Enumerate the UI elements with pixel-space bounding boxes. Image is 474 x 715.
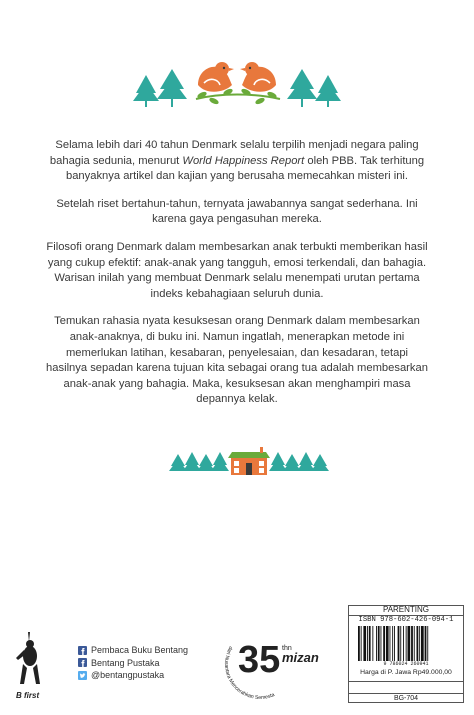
top-ornament <box>0 55 474 115</box>
house-ornament <box>0 440 474 480</box>
social-twitter[interactable] <box>78 669 188 682</box>
tree-icon <box>133 75 159 107</box>
facebook-icon <box>78 646 87 655</box>
report-title: World Happiness Report <box>182 154 305 167</box>
barcode-divider <box>348 681 464 682</box>
mizan-thn: thn <box>282 645 292 652</box>
bfirst-logo <box>14 628 46 698</box>
twitter-icon <box>78 671 87 680</box>
mizan-logo <box>216 620 342 700</box>
price-label: Harga di P. Jawa Rp49.000,00 <box>360 669 452 676</box>
social-facebook-pembaca[interactable] <box>78 644 188 657</box>
tree-icon <box>297 452 315 471</box>
product-code: BG-704 <box>348 693 464 704</box>
tree-icon <box>197 454 215 471</box>
tree-icon <box>283 454 301 471</box>
blurb-paragraph-2: Setelah riset bertahun-tahun, ternyata jawabannya sangat sederhana. Ini karena gaya pengasuhan mereka. <box>56 197 418 226</box>
blurb-text <box>46 138 428 420</box>
blurb-paragraph-4: Temukan rahasia nyata kesuksesan orang Denmark dalam membesarkan anak-anaknya, di buku ini. Namun ingatlah, menerapkan metode ini memerlukan latihan, kesabaran, penyelesaian, dan kesadaran, tetapi hasilnya sepadan karena tujuan kita sebagai orang tua adalah membesarkan anak-anak yang bahagia. Maka, kesuksesan akan menghampiri masa depannya kelak. <box>46 315 428 406</box>
isbn-number: ISBN 978-602-426-094-1 <box>348 615 464 626</box>
barcode-digits: 9 786024 260941 <box>383 661 429 667</box>
blurb-paragraph-3: Filosofi orang Denmark dalam membesarkan anak terbukti memberikan hasil yang cukup efektif: anak-anak yang tangguh, emosi terkendali, dan bahagia. Warisan inilah yang membuat Denmark selalu menempati urutan pertama indeks kebahagiaan seluruh dunia. <box>46 240 428 300</box>
isbn-barcode-box <box>348 605 464 703</box>
tree-icon <box>211 452 229 471</box>
social-label: Pembaca Buku Bentang <box>91 645 189 656</box>
mizan-name: mizan <box>282 650 319 665</box>
bird-icon <box>198 62 234 92</box>
social-links <box>78 644 188 682</box>
social-label: @bentangpustaka <box>91 670 165 681</box>
tree-icon <box>183 452 201 471</box>
blurb-paragraph-1: Selama lebih dari 40 tahun Denmark selalu terpilih menjadi negara paling bahagia sedunia, menurut World Happiness Report oleh PBB. Tak terhitung banyaknya artikel dan kajian yang berusaha memecahkan misteri ini. <box>49 139 425 183</box>
bfirst-label: B first <box>16 691 40 700</box>
tree-icon <box>311 454 329 471</box>
tree-icon <box>315 75 341 107</box>
mizan-number: 35 <box>238 639 281 681</box>
tree-icon <box>169 454 187 471</box>
facebook-icon <box>78 658 87 667</box>
tree-icon <box>287 69 317 107</box>
social-facebook-bentang[interactable] <box>78 657 188 670</box>
house-icon <box>228 447 270 475</box>
tree-icon <box>269 452 287 471</box>
book-category: PARENTING <box>382 605 430 614</box>
bird-icon <box>240 62 276 92</box>
tree-icon <box>157 69 187 107</box>
barcode-image <box>356 626 456 661</box>
social-label: Bentang Pustaka <box>91 657 160 668</box>
mizan-tagline: dari Nusantara Mencerahkan Semesta <box>222 644 276 700</box>
